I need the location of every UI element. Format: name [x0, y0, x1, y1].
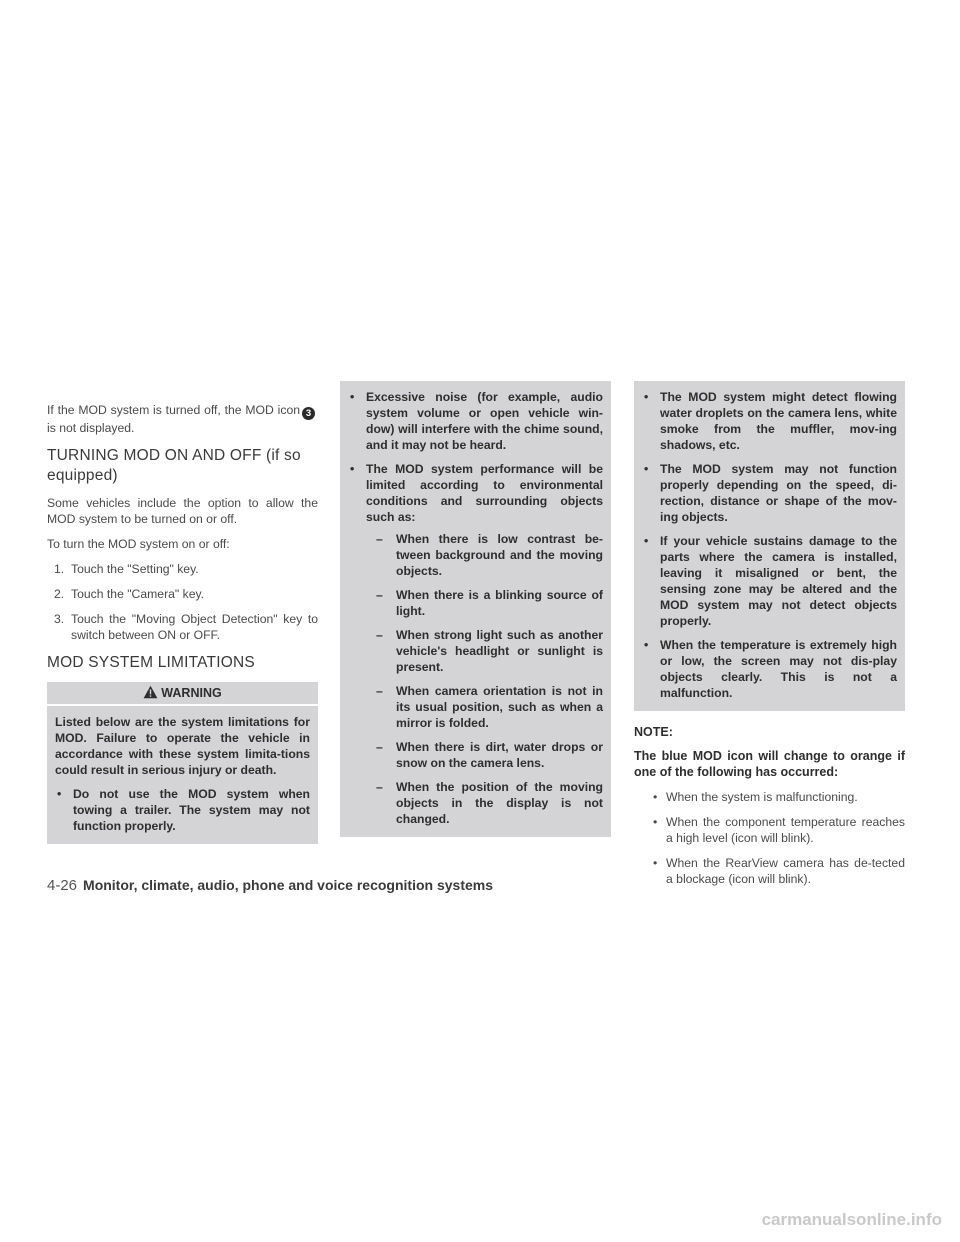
warning-bullet-performance: • The MOD system performance will be limited according to environmental conditions and surrounding objects such as: – When there is low contrast be-tween background and the moving objects. – When there is a blinking source of light. – When strong light such as another vehicle's headlight or sunlight is present. – When camera orientation is not in its usual position, such as when a mirror is folded. – When there is dirt, water drops or snow on the camera lens. – When the position of the moving objects in the display is not changed. — [348, 461, 603, 827]
conditions-list — [366, 531, 603, 827]
warning-bullets-middle — [348, 389, 603, 827]
note-text: The blue MOD icon will change to orange if one of the following has occurred: — [634, 749, 905, 779]
warning-intro: Listed below are the system limitations for MOD. Failure to operate the vehicle in accordance with these system limita-tions could result in serious injury or death. — [55, 715, 310, 777]
note-item: • When the system is malfunctioning. — [634, 789, 905, 805]
intro-text-pre: If the MOD system is turned off, the MOD icon — [47, 403, 300, 417]
paragraph-instruction: To turn the MOD system on or off: — [47, 537, 230, 551]
condition-item: – When there is a blinking source of light. — [366, 587, 603, 619]
note-item: • When the RearView camera has de-tected a blockage (icon will blink). — [634, 855, 905, 887]
condition-item: – When the position of the moving objects in the display is not changed. — [366, 779, 603, 827]
page-footer — [47, 877, 647, 895]
warning-bullet-item: • Do not use the MOD system when towing a trailer. The system may not function properly. — [55, 786, 310, 834]
section-heading-limitations: MOD SYSTEM LIMITATIONS — [47, 654, 255, 671]
paragraph-option: Some vehicles include the option to allow the MOD system to be turned on or off. — [47, 496, 318, 526]
warning-bullet-item: • The MOD system might detect flowing water droplets on the camera lens, white smoke from the muffler, mov-ing shadows, etc. — [642, 389, 897, 453]
page-number: 4-26 — [47, 877, 78, 894]
warning-bullet-noise: • Excessive noise (for example, audio system volume or open vehicle win-dow) will interfere with the chime sound, and it may not be heard. — [348, 389, 603, 453]
condition-item: – When there is dirt, water drops or snow on the camera lens. — [366, 739, 603, 771]
condition-item: – When strong light such as another vehicle's headlight or sunlight is present. — [366, 627, 603, 675]
warning-triangle-icon — [143, 684, 158, 706]
intro-paragraph — [47, 402, 318, 436]
condition-item: – When there is low contrast be-tween background and the moving objects. — [366, 531, 603, 579]
chapter-title: Monitor, climate, audio, phone and voice recognition systems — [83, 877, 493, 893]
column-left — [47, 402, 318, 844]
callout-3-icon: 3 — [302, 407, 315, 420]
watermark: carmanualsonline.info — [761, 1210, 942, 1229]
warning-box-right — [634, 381, 905, 711]
step-item: 2. Touch the "Camera" key. — [54, 587, 205, 601]
warning-title: WARNING — [161, 686, 222, 700]
column-right — [634, 381, 905, 896]
intro-text-post: is not displayed. — [47, 421, 135, 435]
note-list — [634, 789, 905, 887]
warning-header — [47, 682, 318, 706]
note-item: • When the component temperature reaches a high level (icon will blink). — [634, 814, 905, 846]
warning-bullet-item: • If your vehicle sustains damage to the parts where the camera is installed, leaving it misaligned or bent, the sensing zone may be altered and the MOD system may not detect objects properly. — [642, 533, 897, 629]
note-heading: NOTE: — [634, 725, 673, 739]
warning-bullet-item: • When the temperature is extremely high or low, the screen may not dis-play objects clearly. This is not a malfunction. — [642, 637, 897, 701]
step-item: 1. Touch the "Setting" key. — [54, 562, 199, 576]
condition-item: – When camera orientation is not in its usual position, such as when a mirror is folded. — [366, 683, 603, 731]
warning-bullets-right — [642, 389, 897, 701]
warning-box — [47, 682, 318, 844]
column-middle-warning — [340, 381, 611, 837]
steps-list — [47, 561, 318, 643]
warning-bullet-item: • The MOD system may not function properly depending on the speed, di-rection, distance or shape of the mov-ing objects. — [642, 461, 897, 525]
warning-bullets — [55, 786, 310, 834]
section-heading-turning-mod: TURNING MOD ON AND OFF (if so equipped) — [47, 447, 301, 484]
step-item: 3. Touch the "Moving Object Detection" key to switch between ON or OFF. — [54, 612, 318, 642]
